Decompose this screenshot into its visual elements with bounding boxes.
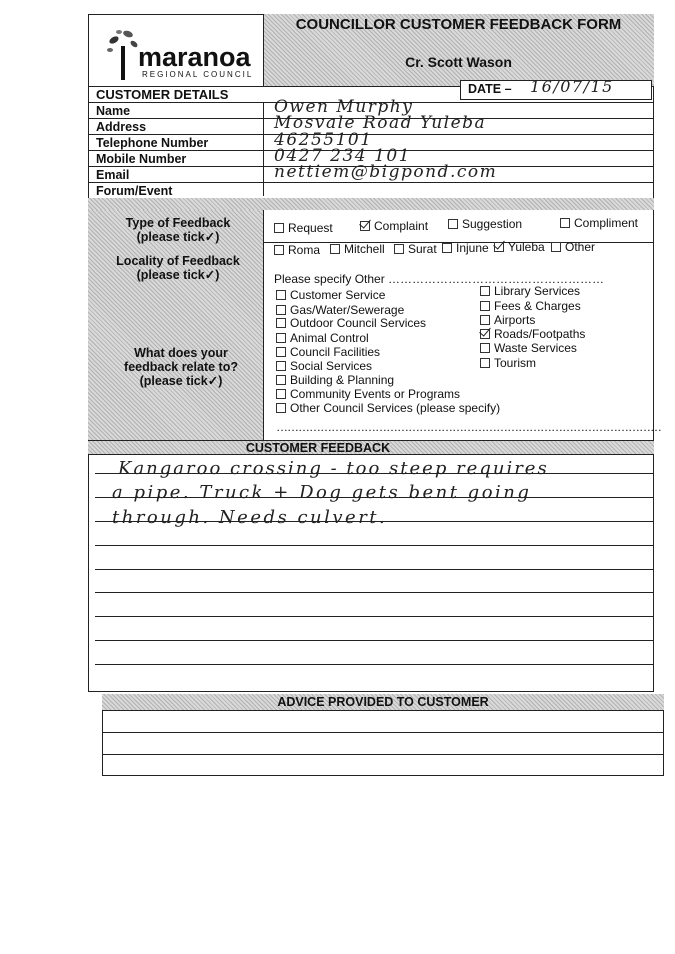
checkbox-icon xyxy=(276,361,286,371)
writing-line xyxy=(95,592,654,593)
option-label: Waste Services xyxy=(494,341,577,355)
option-label: Surat xyxy=(408,242,437,256)
checkbox-icon xyxy=(274,245,284,255)
checkbox-icon xyxy=(276,375,286,385)
checked-box-icon xyxy=(494,242,504,252)
type-feedback-title: Type of Feedback xyxy=(125,216,231,230)
option-label: Injune xyxy=(456,241,489,255)
option-injune[interactable] xyxy=(442,241,489,255)
relates-label xyxy=(96,346,266,388)
date-value: 16/07/15 xyxy=(530,77,614,96)
option-label: Compliment xyxy=(574,216,639,230)
feedback-line-3[interactable]: through. Needs culvert. xyxy=(112,507,388,528)
writing-line xyxy=(95,616,654,617)
checkbox-icon xyxy=(442,243,452,253)
relates-title: What does your xyxy=(134,346,228,360)
checkbox-icon xyxy=(394,244,404,254)
date-label: DATE – xyxy=(468,82,512,96)
type-feedback-label xyxy=(88,216,268,244)
option-label: Tourism xyxy=(494,356,537,370)
option-label: Request xyxy=(288,221,333,235)
option-label: Complaint xyxy=(374,219,429,233)
feedback-line-1[interactable]: Kangaroo crossing - too steep requires xyxy=(118,458,549,479)
checkbox-icon xyxy=(330,244,340,254)
advice-heading: ADVICE PROVIDED TO CUSTOMER xyxy=(277,695,489,709)
label-column xyxy=(88,210,263,440)
option-compliment[interactable] xyxy=(560,216,638,230)
option-label: Mitchell xyxy=(344,242,385,256)
option-label: Library Services xyxy=(494,284,581,298)
checkbox-icon xyxy=(480,315,490,325)
mobile-value[interactable]: 0427 234 101 xyxy=(274,146,411,166)
option-building-planning[interactable] xyxy=(276,373,394,387)
checkbox-icon xyxy=(480,286,490,296)
option-roads-footpaths[interactable] xyxy=(480,327,585,341)
checkbox-icon xyxy=(274,223,284,233)
relates-subtitle: feedback relate to? xyxy=(124,360,238,374)
relates-hint: (please tick✓) xyxy=(139,374,223,388)
option-outdoor-services[interactable] xyxy=(276,316,426,330)
option-label: Building & Planning xyxy=(290,373,395,387)
option-yuleba[interactable] xyxy=(494,240,545,254)
option-label: Fees & Charges xyxy=(494,299,581,313)
checkbox-icon xyxy=(448,219,458,229)
councillor-name: Cr. Scott Wason xyxy=(405,54,512,70)
checkbox-icon xyxy=(480,343,490,353)
option-community-events[interactable] xyxy=(276,387,460,401)
writing-line xyxy=(95,640,654,641)
option-label: Other xyxy=(565,240,596,254)
checked-box-icon xyxy=(360,221,370,231)
customer-details-heading: CUSTOMER DETAILS xyxy=(96,87,229,102)
forum-event-label: Forum/Event xyxy=(96,184,173,198)
checkbox-icon xyxy=(480,301,490,311)
address-label: Address xyxy=(96,120,147,134)
option-other-services[interactable] xyxy=(276,401,500,415)
checkbox-icon xyxy=(551,242,561,252)
checkbox-icon xyxy=(276,403,286,413)
writing-line xyxy=(95,569,654,570)
separator-band xyxy=(88,198,654,210)
email-label: Email xyxy=(96,168,130,182)
option-library-services[interactable] xyxy=(480,284,580,298)
feedback-line-2[interactable]: a pipe. Truck + Dog gets bent going xyxy=(112,482,532,503)
writing-line xyxy=(95,664,654,665)
option-social-services[interactable] xyxy=(276,359,372,373)
telephone-value[interactable]: 46255101 xyxy=(274,130,373,150)
logo-subtitle: REGIONAL COUNCIL xyxy=(142,70,254,79)
option-suggestion[interactable] xyxy=(448,217,522,231)
checkbox-icon xyxy=(276,290,286,300)
other-services-specify-field[interactable]: …………………………………………………………………………………………… xyxy=(276,420,661,434)
checked-box-icon xyxy=(480,329,490,339)
checkbox-icon xyxy=(276,318,286,328)
checkbox-icon xyxy=(560,218,570,228)
option-waste-services[interactable] xyxy=(480,341,577,355)
option-request[interactable] xyxy=(274,221,333,235)
locality-title: Locality of Feedback xyxy=(116,254,240,268)
checkbox-icon xyxy=(276,333,286,343)
locality-hint: (please tick✓) xyxy=(136,268,220,282)
option-label: Social Services xyxy=(290,359,373,373)
writing-line xyxy=(95,545,654,546)
checkbox-icon xyxy=(276,305,286,315)
option-label: Outdoor Council Services xyxy=(290,316,427,330)
option-roma[interactable] xyxy=(274,243,320,257)
option-other-locality[interactable] xyxy=(551,240,595,254)
option-complaint[interactable] xyxy=(360,219,428,233)
checkbox-icon xyxy=(276,347,286,357)
council-logo xyxy=(104,28,262,84)
name-value[interactable]: Owen Murphy xyxy=(274,97,414,117)
logo-wordmark: maranoa xyxy=(138,42,251,72)
option-label: Gas/Water/Sewerage xyxy=(290,303,405,317)
mobile-label: Mobile Number xyxy=(96,152,187,166)
row-line xyxy=(102,710,664,711)
option-gas-water-sewerage[interactable] xyxy=(276,303,404,317)
option-label: Customer Service xyxy=(290,288,386,302)
address-value[interactable]: Mosvale Road Yuleba xyxy=(274,113,487,133)
form-title: COUNCILLOR CUSTOMER FEEDBACK FORM xyxy=(295,16,622,33)
writing-line xyxy=(102,754,664,755)
checkbox-icon xyxy=(276,389,286,399)
option-label: Other Council Services (please specify) xyxy=(290,401,501,415)
option-label: Roads/Footpaths xyxy=(494,327,586,341)
option-fees-charges[interactable] xyxy=(480,299,581,313)
option-mitchell[interactable] xyxy=(330,242,385,256)
row-line xyxy=(88,182,654,183)
option-label: Council Facilities xyxy=(290,345,381,359)
option-customer-service[interactable] xyxy=(276,288,385,302)
writing-line xyxy=(102,732,664,733)
option-label: Suggestion xyxy=(462,217,523,231)
customer-feedback-heading: CUSTOMER FEEDBACK xyxy=(245,441,391,455)
specify-other-field[interactable]: Please specify Other ……………………………………………… xyxy=(274,272,605,286)
option-label: Community Events or Programs xyxy=(290,387,461,401)
telephone-label: Telephone Number xyxy=(96,136,209,150)
option-tourism[interactable] xyxy=(480,356,536,370)
option-surat[interactable] xyxy=(394,242,437,256)
option-label: Yuleba xyxy=(508,240,545,254)
option-label: Airports xyxy=(494,313,536,327)
option-airports[interactable] xyxy=(480,313,535,327)
checkbox-icon xyxy=(480,358,490,368)
type-feedback-hint: (please tick✓) xyxy=(136,230,220,244)
option-animal-control[interactable] xyxy=(276,331,369,345)
option-label: Roma xyxy=(288,243,321,257)
name-label: Name xyxy=(96,104,131,118)
options-divider xyxy=(263,210,264,440)
option-council-facilities[interactable] xyxy=(276,345,380,359)
locality-label xyxy=(88,254,268,282)
option-label: Animal Control xyxy=(290,331,369,345)
email-value[interactable]: nettiem@bigpond.com xyxy=(274,162,498,182)
